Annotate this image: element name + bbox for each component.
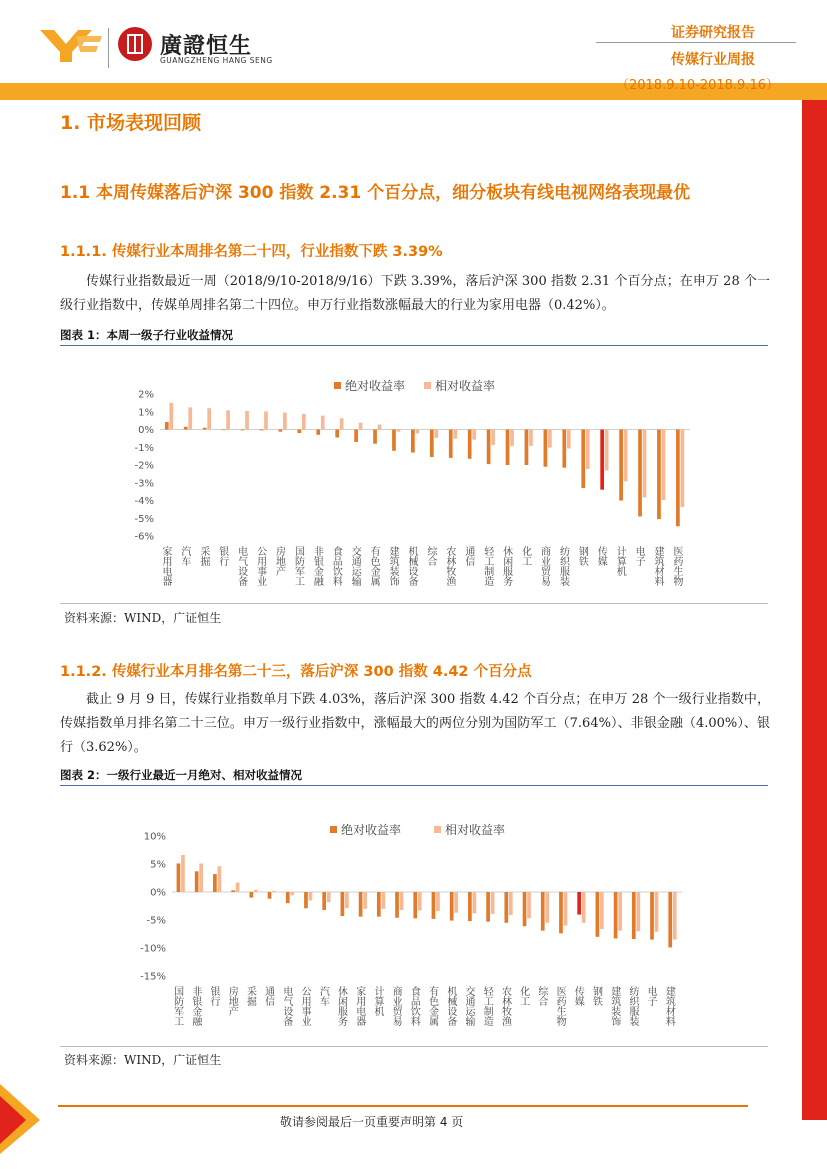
bar-absolute-return [523, 892, 527, 926]
bar-absolute-return [316, 430, 320, 435]
bar-absolute-return [614, 892, 618, 938]
logo-chinese-name: 廣證恒生 [160, 34, 253, 59]
bar-relative-return [302, 414, 306, 430]
section-heading-1-1-1: 1.1.1. 传媒行业本周排名第二十四，行业指数下跌 3.39% [60, 244, 443, 260]
y-tick-label: 5% [150, 859, 166, 871]
bar-absolute-return [304, 892, 308, 908]
category-label: 家用电器 [159, 546, 171, 586]
bar-absolute-return [449, 430, 453, 458]
category-label: 电子 [645, 986, 657, 1006]
category-label: 采掘 [244, 986, 256, 1006]
category-label: 化工 [517, 986, 529, 1006]
bar-relative-return [290, 892, 294, 895]
bar-relative-return [548, 430, 552, 448]
bar-relative-return [188, 407, 192, 429]
category-label: 汽车 [178, 546, 190, 566]
category-label: 有色金属 [368, 546, 380, 586]
bar-relative-return [605, 430, 609, 471]
figure-1-bottom-rule [60, 603, 768, 604]
bar-relative-return [378, 425, 382, 430]
category-label: 机械设备 [444, 986, 456, 1026]
bar-relative-return [491, 892, 495, 914]
category-label: 食品饮料 [408, 986, 420, 1026]
bar-absolute-return [359, 892, 363, 917]
report-type: 证券研究报告 [671, 25, 755, 41]
category-label: 通信 [262, 986, 274, 1006]
bar-relative-return [529, 430, 533, 446]
paragraph-monthly: 截止 9 月 9 日，传媒行业指数单月下跌 4.03%，落后沪深 300 指数 4.42 个百分点；在申万 28 个一级行业指数中，传媒指数单月排名第二十三位。申万一级行业指数中，涨幅最大的两位分别为国防军工（7.64%）、非银金融（4.00%）、银行（3.62%）。 [60, 692, 770, 755]
bar-relative-return [453, 430, 457, 439]
category-label: 传媒 [572, 986, 584, 1006]
category-label: 计算机 [614, 546, 626, 576]
category-label: 家用电器 [353, 986, 365, 1026]
legend-swatch [424, 382, 431, 389]
category-label: 建筑材料 [663, 986, 675, 1026]
bar-absolute-return [676, 430, 680, 527]
bar-relative-return [236, 882, 240, 892]
bar-absolute-return [668, 892, 672, 947]
category-label: 公用事业 [254, 546, 266, 586]
y-tick-label: 2% [138, 389, 154, 401]
bar-relative-return [655, 892, 659, 932]
category-label: 汽车 [317, 986, 329, 1006]
figure-2-top-rule [60, 785, 768, 786]
bar-relative-return [264, 411, 268, 429]
figure-2-title: 图表 2：一级行业最近一月绝对、相对收益情况 [60, 768, 303, 782]
category-label: 食品饮料 [330, 546, 342, 586]
y-tick-label: -5% [146, 915, 166, 927]
bar-relative-return [509, 892, 513, 915]
category-label: 通信 [462, 546, 474, 566]
bar-absolute-return [184, 427, 188, 430]
side-red-band [802, 100, 827, 1120]
footer-corner-icon [0, 1084, 40, 1154]
category-label: 机械设备 [406, 546, 418, 586]
category-label: 轻工制造 [481, 986, 493, 1026]
logo-separator [108, 28, 109, 68]
bar-absolute-return [377, 892, 381, 917]
bar-absolute-return [506, 430, 510, 466]
category-label: 交通运输 [463, 986, 475, 1026]
category-label: 非银金融 [311, 546, 323, 586]
legend-swatch [330, 826, 337, 833]
bar-relative-return [491, 430, 495, 445]
bar-absolute-return [468, 892, 472, 921]
legend-label: 相对收益率 [445, 823, 506, 837]
category-label: 电子 [633, 546, 645, 566]
report-name: 传媒行业周报 [671, 52, 755, 68]
bar-relative-return [510, 430, 514, 446]
bar-absolute-return [268, 892, 272, 899]
bar-absolute-return [487, 430, 491, 465]
category-label: 房地产 [273, 546, 285, 576]
y-tick-label: -10% [140, 943, 166, 955]
bar-absolute-return [354, 430, 358, 442]
footer-rule [58, 1105, 748, 1107]
bar-absolute-return [504, 892, 508, 923]
figure-1-title: 图表 1：本周一级子行业收益情况 [60, 328, 234, 342]
bar-relative-return [436, 892, 440, 911]
bar-relative-return [363, 892, 367, 909]
bar-absolute-return [544, 430, 548, 467]
bar-absolute-return [430, 430, 434, 458]
category-label: 医药生物 [671, 546, 683, 586]
legend-label: 绝对收益率 [341, 823, 402, 837]
y-tick-label: -1% [134, 442, 154, 454]
y-tick-label: 10% [143, 831, 166, 843]
footer-disclaimer: 敬请参阅最后一页重要声明第 4 页 [280, 1115, 464, 1129]
category-label: 钢铁 [576, 546, 588, 566]
bar-absolute-return [231, 890, 235, 892]
y-tick-label: 0% [150, 887, 166, 899]
bar-absolute-return [432, 892, 436, 919]
y-tick-label: 1% [138, 407, 154, 419]
bar-absolute-return [581, 430, 585, 489]
bar-absolute-return [241, 430, 245, 431]
category-label: 电气设备 [280, 986, 292, 1026]
bar-absolute-return [650, 892, 654, 940]
bar-absolute-return [222, 430, 226, 431]
bar-relative-return [169, 403, 173, 430]
category-label: 休闲服务 [500, 546, 512, 586]
figure-2-bottom-rule [60, 1046, 768, 1047]
logo-english-name: GUANGZHENG HANG SENG [160, 56, 273, 65]
bar-absolute-return [373, 430, 377, 444]
legend-label: 相对收益率 [435, 379, 496, 393]
bar-absolute-return [392, 430, 396, 451]
y-tick-label: -15% [140, 971, 166, 983]
bar-relative-return [199, 863, 203, 892]
bar-relative-return [662, 430, 666, 500]
bar-absolute-return [632, 892, 636, 939]
category-label: 休闲服务 [335, 986, 347, 1026]
bar-relative-return [309, 892, 313, 900]
category-label: 采掘 [197, 546, 209, 566]
category-label: 商业贸易 [390, 986, 402, 1026]
bar-relative-return [472, 430, 476, 440]
y-tick-label: -5% [134, 513, 154, 525]
bar-relative-return [381, 892, 385, 909]
bar-absolute-return [486, 892, 490, 922]
figure-1-top-rule [60, 345, 768, 346]
bar-relative-return [321, 416, 325, 430]
bar-relative-return [624, 430, 628, 482]
bar-absolute-return [322, 892, 326, 910]
bar-absolute-return [619, 430, 623, 501]
bar-relative-return [418, 892, 422, 910]
bar-relative-return [345, 892, 349, 908]
bar-absolute-return [541, 892, 545, 931]
figure-1-source: 资料来源：WIND，广证恒生 [64, 611, 222, 625]
bar-relative-return [397, 430, 401, 432]
bar-relative-return [218, 866, 222, 892]
bar-relative-return [181, 855, 185, 892]
bar-relative-return [473, 892, 477, 913]
category-label: 传媒 [595, 546, 607, 566]
legend-label: 绝对收益率 [345, 379, 406, 393]
legend-swatch [434, 826, 441, 833]
report-date-range: （2018.9.10-2018.9.16） [615, 78, 779, 93]
bar-relative-return [582, 892, 586, 923]
logo-yf-icon [40, 26, 102, 64]
bar-relative-return [272, 891, 276, 892]
category-label: 建筑材料 [652, 546, 664, 586]
y-tick-label: -4% [134, 496, 154, 507]
bar-relative-return [636, 892, 640, 931]
legend-swatch [334, 382, 341, 389]
bar-relative-return [454, 892, 458, 913]
bar-absolute-return [260, 430, 264, 431]
bar-relative-return [643, 430, 647, 498]
category-label: 房地产 [226, 986, 238, 1016]
category-label: 非银金融 [189, 986, 201, 1026]
header-divider [596, 42, 796, 43]
bar-absolute-return [638, 430, 642, 517]
bar-absolute-return [577, 892, 581, 915]
bar-relative-return [527, 892, 531, 918]
category-label: 建筑装饰 [387, 546, 399, 586]
bar-absolute-return [177, 863, 181, 892]
monthly-return-chart [60, 812, 770, 1044]
bar-relative-return [567, 430, 571, 449]
category-label: 银行 [216, 546, 228, 566]
bar-relative-return [434, 430, 438, 438]
bar-relative-return [564, 892, 568, 926]
bar-absolute-return [165, 422, 169, 429]
bar-relative-return [283, 413, 287, 430]
bar-relative-return [416, 430, 420, 434]
bar-absolute-return [468, 430, 472, 459]
bar-absolute-return [413, 892, 417, 918]
y-tick-label: -2% [134, 460, 154, 472]
y-tick-label: -3% [134, 478, 154, 490]
bar-relative-return [681, 430, 685, 508]
category-label: 建筑装饰 [608, 986, 620, 1026]
bar-relative-return [207, 408, 211, 429]
category-label: 商业贸易 [538, 546, 550, 586]
bar-absolute-return [562, 430, 566, 468]
category-label: 公用事业 [299, 986, 311, 1026]
bar-relative-return [340, 418, 344, 429]
category-label: 纺织服装 [557, 546, 569, 586]
bar-relative-return [254, 890, 258, 892]
category-label: 医药生物 [554, 986, 566, 1026]
weekly-return-chart [60, 360, 770, 600]
bar-relative-return [545, 892, 549, 923]
bar-relative-return [245, 411, 249, 430]
category-label: 农林牧渔 [443, 546, 455, 586]
bar-absolute-return [395, 892, 399, 918]
section-heading-1-1: 1.1 本周传媒落后沪深 300 指数 2.31 个百分点，细分板块有线电视网络表现最优 [60, 183, 691, 203]
category-label: 国防军工 [171, 986, 183, 1026]
section-heading-1-1-2: 1.1.2. 传媒行业本月排名第二十三，落后沪深 300 指数 4.42 个百分点 [60, 664, 532, 680]
bar-absolute-return [195, 871, 199, 892]
bar-absolute-return [335, 430, 339, 438]
bar-absolute-return [279, 430, 283, 432]
category-label: 电气设备 [235, 546, 247, 586]
y-tick-label: 0% [138, 425, 154, 436]
paragraph-weekly: 传媒行业指数最近一周（2018/9/10-2018/9/16）下跌 3.39%，落后沪深 300 指数 2.31 个百分点；在申万 28 个一级行业指数中，传媒单周排名第二十四位。申万行业指数涨幅最大的行业为家用电器（0.42%）。 [60, 274, 770, 313]
y-tick-label: -6% [134, 531, 154, 543]
bar-relative-return [673, 892, 677, 940]
bar-absolute-return [525, 430, 529, 466]
figure-2-source: 资料来源：WIND，广证恒生 [64, 1053, 222, 1067]
category-label: 银行 [208, 986, 220, 1006]
category-label: 农林牧渔 [499, 986, 511, 1026]
bar-absolute-return [203, 428, 207, 430]
category-label: 综合 [424, 546, 436, 566]
bar-relative-return [586, 430, 590, 469]
bar-absolute-return [249, 892, 253, 898]
category-label: 化工 [519, 546, 531, 566]
bar-absolute-return [657, 430, 661, 520]
category-label: 国防军工 [292, 546, 304, 586]
bar-absolute-return [600, 430, 604, 490]
category-label: 轻工制造 [481, 546, 493, 586]
bar-absolute-return [411, 430, 415, 453]
bar-absolute-return [297, 430, 301, 434]
category-label: 计算机 [371, 986, 383, 1016]
section-heading-1: 1. 市场表现回顾 [60, 112, 202, 134]
bar-relative-return [359, 423, 363, 430]
logo-seal-icon [118, 27, 152, 61]
category-label: 交通运输 [349, 546, 361, 586]
bar-relative-return [226, 410, 230, 429]
bar-relative-return [400, 892, 404, 910]
bar-absolute-return [341, 892, 345, 916]
bar-absolute-return [213, 874, 217, 892]
category-label: 综合 [535, 986, 547, 1006]
bar-absolute-return [596, 892, 600, 937]
category-label: 纺织服装 [626, 986, 638, 1026]
bar-relative-return [618, 892, 622, 931]
bar-absolute-return [559, 892, 563, 933]
bar-relative-return [327, 892, 331, 902]
category-label: 有色金属 [426, 986, 438, 1026]
bar-relative-return [600, 892, 604, 929]
category-label: 钢铁 [590, 986, 602, 1006]
bar-absolute-return [286, 892, 290, 903]
bar-absolute-return [450, 892, 454, 921]
